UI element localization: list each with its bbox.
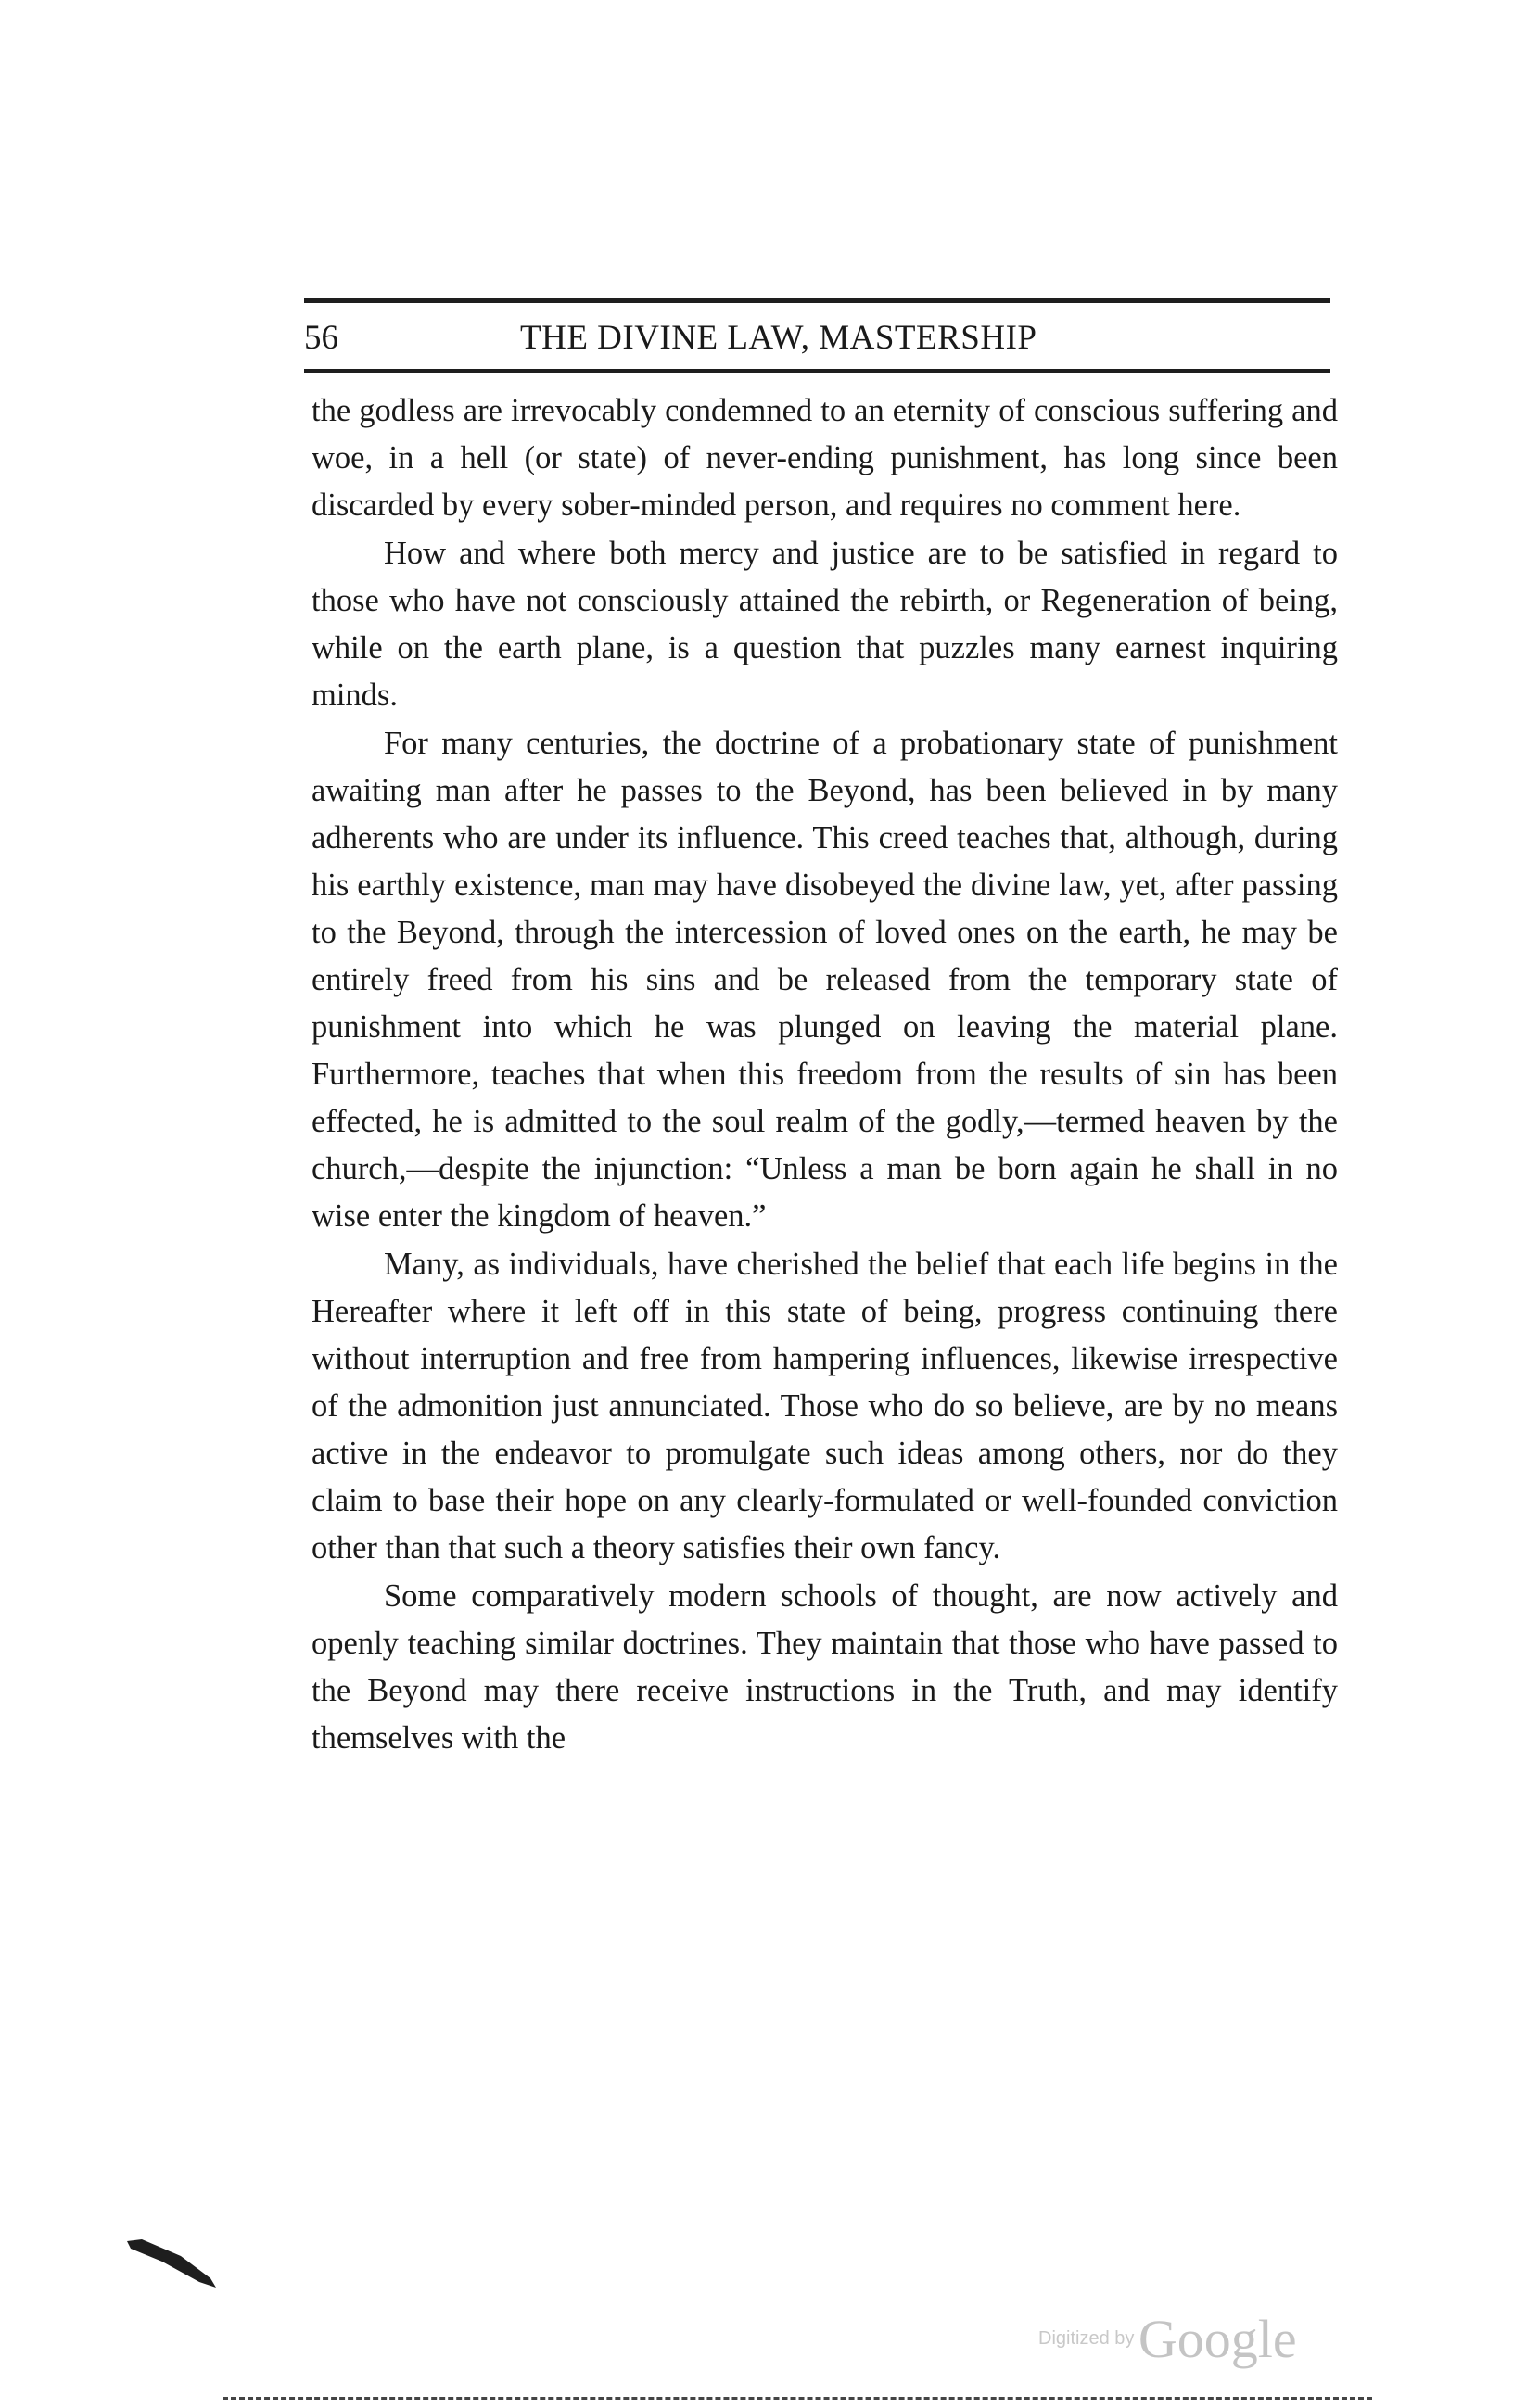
page-number: 56	[304, 319, 338, 357]
digitized-watermark	[1038, 2308, 1354, 2369]
running-title: THE DIVINE LAW, MASTERSHIP	[520, 319, 1037, 357]
paragraph: Some comparatively modern schools of thought, are now actively and openly teaching similar doctrines. They maintain that those who have passed to the Beyond may there receive instructions in the Truth, and may identify themselves with the	[312, 1578, 1338, 1755]
google-logo: Google	[1138, 2309, 1297, 2369]
header-rule-top	[304, 298, 1330, 303]
paragraph: How and where both mercy and justice are to be satisfied in regard to those who have not consciously attained the rebirth, or Regeneration of being, while on the earth plane, is a question that puzzles many earnest inquiring minds.	[312, 536, 1338, 713]
body-text	[312, 387, 1338, 1762]
scan-artifact-mark	[125, 2236, 218, 2289]
paragraph: For many centuries, the doctrine of a probationary state of punishment awaiting man after he passes to the Beyond, has been believed in by many adherents who are under its influence. This creed teaches that, although, during his earthly existence, man may have disobeyed the divine law, yet, after passing to the Beyond, through the intercession of loved ones on the earth, he may be entirely freed from his sins and be released from the temporary state of punishment into which he was plunged on leaving the material plane. Furthermore, teaches that when this freedom from the results of sin has been effected, he is admitted to the soul realm of the godly,—termed heaven by the church,—despite the injunction: “Unless a man be born again he shall in no wise enter the kingdom of heaven.”	[312, 726, 1338, 1234]
digitized-by-text: Digitized by	[1038, 2328, 1135, 2349]
paragraph-continued: the godless are irrevocably condemned to an eternity of conscious suffering and woe, in a hell (or state) of never-ending punishment, has long since been discarded by every sober-minded person, and requires no comment here.	[312, 393, 1338, 523]
running-head	[304, 315, 1330, 361]
header-rule-bottom	[304, 369, 1330, 373]
paragraph: Many, as individuals, have cherished the belief that each life begins in the Hereafter where it left off in this state of being, progress continuing there without interruption and free from hampering influences, likewise irrespective of the admonition just annunciated. Those who do so believe, are by no means active in the endeavor to promulgate such ideas among others, nor do they claim to base their hope on any clearly-formulated or well-founded conviction other than that such a theory satisfies their own fancy.	[312, 1247, 1338, 1565]
bottom-edge-artifact	[223, 2397, 1372, 2402]
